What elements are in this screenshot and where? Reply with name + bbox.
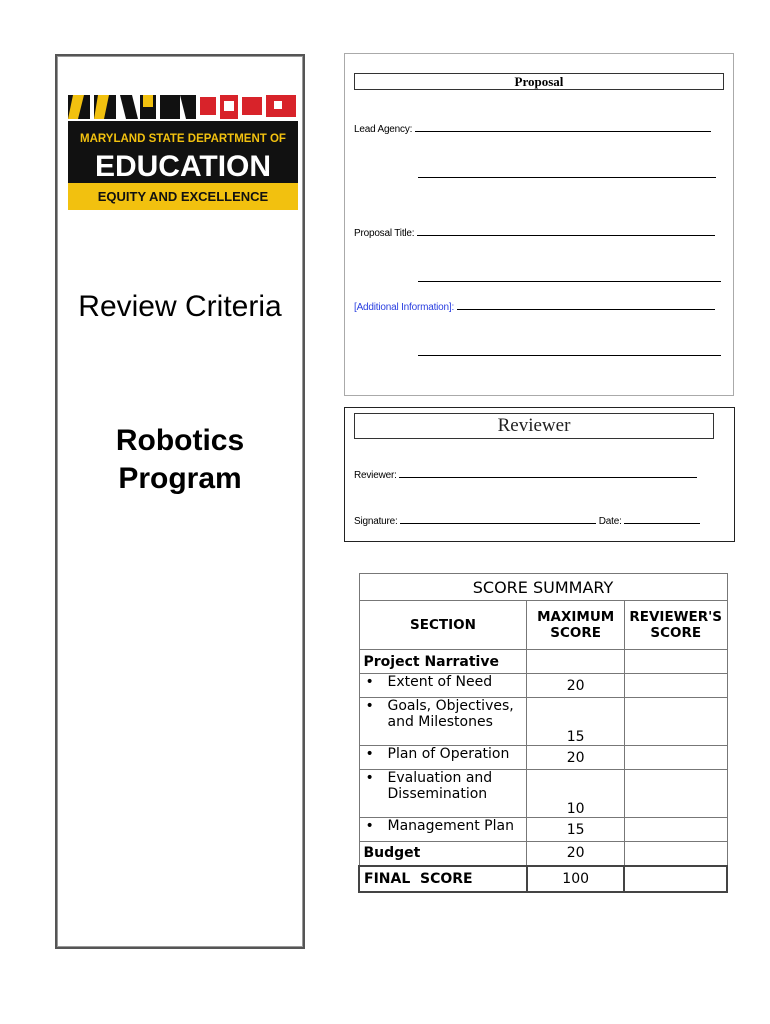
proposal-section [344,53,734,396]
max-score-value: 15 [527,818,625,842]
program-title [57,422,303,498]
reviewer-score-header-line-2: SCORE [650,625,702,641]
final-reviewer-score-cell[interactable] [624,866,727,892]
reviewer-score-cell[interactable] [624,818,727,842]
table-row [359,650,727,674]
reviewer-score-cell[interactable] [624,650,727,674]
row-label: Management Plan [387,818,514,834]
lead-agency-blank-2[interactable] [418,177,716,178]
proposal-title-label: Proposal Title: [354,228,415,239]
reviewer-blank[interactable] [399,468,697,478]
signature-blank[interactable] [400,514,596,524]
cover-panel [55,54,305,949]
table-row [359,674,727,698]
signature-label: Signature: [354,516,398,527]
max-score-column-header [527,601,625,650]
reviewer-score-cell[interactable] [624,842,727,866]
lead-agency-label: Lead Agency: [354,124,413,135]
reviewer-score-cell[interactable] [624,770,727,818]
msde-logo [68,93,298,210]
additional-info-label: [Additional Information]: [354,302,455,313]
additional-info-blank[interactable] [457,300,715,310]
table-row [359,866,727,892]
max-score-value: 10 [527,770,625,818]
reviewer-heading: Reviewer [354,413,714,439]
table-row [359,818,727,842]
reviewer-field[interactable] [354,468,697,481]
row-label: Goals, Objectives, [387,698,514,714]
table-row [359,698,727,746]
final-max-score-value: 100 [527,866,625,892]
additional-info-blank-2[interactable] [418,355,721,356]
score-summary-table [358,573,728,893]
proposal-title-field[interactable] [354,226,715,239]
logo-line-1: MARYLAND STATE DEPARTMENT OF [80,133,286,145]
date-label: Date: [598,516,622,527]
reviewer-score-cell[interactable] [624,698,727,746]
lead-agency-blank[interactable] [415,122,711,132]
logo-line-2: EDUCATION [94,150,272,183]
max-score-header-line-1: MAXIMUM [537,609,615,625]
row-label: Plan of Operation [387,746,510,762]
reviewer-score-header-line-1: REVIEWER'S [629,609,723,625]
table-row [359,770,727,818]
max-score-value: 20 [527,842,625,866]
review-criteria-heading: Review Criteria [78,290,282,323]
section-column-header: SECTION [359,601,527,650]
proposal-title-blank[interactable] [417,226,715,236]
table-row [359,842,727,866]
reviewer-label: Reviewer: [354,470,397,481]
lead-agency-field[interactable] [354,122,711,135]
max-score-value: 20 [527,674,625,698]
program-title-line-2: Program [118,462,242,495]
row-label: Extent of Need [387,674,493,690]
bullet-icon: • [365,818,374,834]
table-row [359,746,727,770]
proposal-title-blank-2[interactable] [418,281,721,282]
row-label: Evaluation and [387,770,493,786]
signature-field[interactable] [354,514,700,527]
max-score-value: 15 [527,698,625,746]
program-title-line-1: Robotics [115,424,245,457]
score-summary-title: SCORE SUMMARY [359,574,727,601]
reviewer-score-cell[interactable] [624,674,727,698]
max-score-header-line-2: SCORE [550,625,602,641]
bullet-icon: • [365,698,374,714]
reviewer-score-column-header [624,601,727,650]
max-score-value: 20 [527,746,625,770]
additional-info-field[interactable] [354,300,715,313]
reviewer-section [344,407,735,542]
row-label: Dissemination [387,786,488,802]
project-narrative-label: Project Narrative [359,650,527,674]
row-label: and Milestones [387,714,493,730]
bullet-icon: • [365,770,374,786]
bullet-icon: • [365,674,374,690]
proposal-heading: Proposal [354,73,724,90]
reviewer-score-cell[interactable] [624,746,727,770]
bullet-icon: • [365,746,374,762]
date-blank[interactable] [624,514,700,524]
budget-label: Budget [359,842,527,866]
final-score-label: FINAL SCORE [359,866,527,892]
logo-line-3: EQUITY AND EXCELLENCE [97,189,269,204]
